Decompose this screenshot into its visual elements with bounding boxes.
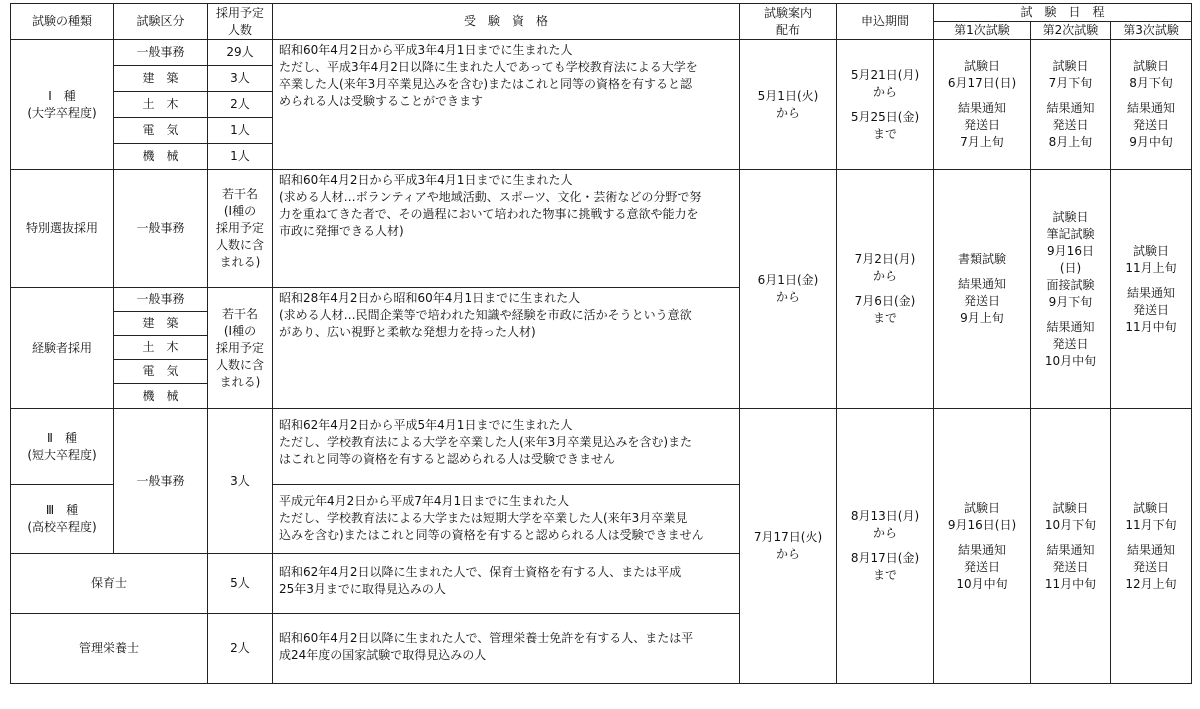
special-experienced-stage3: 試験日 11月上旬 結果通知 発送日 11月中旬 <box>1111 170 1192 409</box>
type1-division-4: 電 気 <box>114 118 208 144</box>
special-planned: 若干名 (Ⅰ種の 採用予定 人数に含 まれる) <box>208 170 273 288</box>
type1-application: 5月21日(月) から 5月25日(金) まで <box>837 40 934 170</box>
dietitian-qualification: 昭和60年4月2日以降に生まれた人で、管理栄養士免許を有する人、または平 成24年度の国家試験で取得見込みの人 <box>273 614 740 684</box>
type1-guide: 5月1日(火) から <box>740 40 837 170</box>
late-stage3: 試験日 11月下旬 結果通知 発送日 12月上旬 <box>1111 409 1192 684</box>
exam-schedule-table <box>10 3 1192 684</box>
experienced-kind: 経験者採用 <box>11 288 114 409</box>
experienced-qualification: 昭和28年4月2日から昭和60年4月1日までに生まれた人 (求める人材…民間企業等で培われた知識や経験を市政に活かそうという意欲 があり、広い視野と柔軟な発想力を持った人材) <box>273 288 740 409</box>
special-experienced-guide: 6月1日(金) から <box>740 170 837 409</box>
type1-kind: Ⅰ 種 (大学卒程度) <box>11 40 114 170</box>
late-stage2: 試験日 10月下旬 結果通知 発送日 11月中旬 <box>1031 409 1111 684</box>
type1-division-5: 機 械 <box>114 144 208 170</box>
type1-planned-2: 3人 <box>208 66 273 92</box>
type1-stage3: 試験日 8月下旬 結果通知 発送日 9月中旬 <box>1111 40 1192 170</box>
type23-division: 一般事務 <box>114 409 208 554</box>
late-stage1: 試験日 9月16日(日) 結果通知 発送日 10月中旬 <box>934 409 1031 684</box>
header-application: 申込期間 <box>837 4 934 40</box>
type1-planned-5: 1人 <box>208 144 273 170</box>
header-planned: 採用予定 人数 <box>208 4 273 40</box>
type1-stage2: 試験日 7月下旬 結果通知 発送日 8月上旬 <box>1031 40 1111 170</box>
type1-division-1: 一般事務 <box>114 40 208 66</box>
special-kind: 特別選抜採用 <box>11 170 114 288</box>
experienced-planned: 若干名 (Ⅰ種の 採用予定 人数に含 まれる) <box>208 288 273 409</box>
header-stage1: 第1次試験 <box>934 22 1031 40</box>
nursery-kind: 保育士 <box>11 554 208 614</box>
type1-planned-3: 2人 <box>208 92 273 118</box>
special-division: 一般事務 <box>114 170 208 288</box>
nursery-qualification: 昭和62年4月2日以降に生まれた人で、保育士資格を有する人、または平成 25年3月までに取得見込みの人 <box>273 554 740 614</box>
late-application: 8月13日(月) から 8月17日(金) まで <box>837 409 934 684</box>
header-guide: 試験案内 配布 <box>740 4 837 40</box>
type23-planned: 3人 <box>208 409 273 554</box>
nursery-planned: 5人 <box>208 554 273 614</box>
type2-qualification: 昭和62年4月2日から平成5年4月1日までに生まれた人 ただし、学校教育法による大学を卒業した人(来年3月卒業見込みを含む)また はこれと同等の資格を有すると認められる人は受験できません <box>273 409 740 485</box>
experienced-division-4: 電 気 <box>114 360 208 384</box>
type1-planned-1: 29人 <box>208 40 273 66</box>
dietitian-kind: 管理栄養士 <box>11 614 208 684</box>
experienced-division-5: 機 械 <box>114 384 208 409</box>
type1-stage1: 試験日 6月17日(日) 結果通知 発送日 7月上旬 <box>934 40 1031 170</box>
header-kind: 試験の種類 <box>11 4 114 40</box>
dietitian-planned: 2人 <box>208 614 273 684</box>
type3-qualification: 平成元年4月2日から平成7年4月1日までに生まれた人 ただし、学校教育法による大学または短期大学を卒業した人(来年3月卒業見 込みを含む)またはこれと同等の資格を有すると認められる人は受験できません <box>273 485 740 554</box>
header-qualification: 受 験 資 格 <box>273 4 740 40</box>
header-division: 試験区分 <box>114 4 208 40</box>
header-schedule: 試 験 日 程 <box>934 4 1192 22</box>
type1-division-3: 土 木 <box>114 92 208 118</box>
special-experienced-stage2: 試験日 筆記試験 9月16日 (日) 面接試験 9月下旬 結果通知 発送日 10月中旬 <box>1031 170 1111 409</box>
experienced-division-3: 土 木 <box>114 336 208 360</box>
late-guide: 7月17日(火) から <box>740 409 837 684</box>
type3-kind: Ⅲ 種 (高校卒程度) <box>11 485 114 554</box>
special-qualification: 昭和60年4月2日から平成3年4月1日までに生まれた人 (求める人材…ボランティアや地域活動、スポーツ、文化・芸術などの分野で努 力を重ねてきた者で、その過程において培われた物事に挑戦する意欲や能力を 市政に発揮できる人材) <box>273 170 740 288</box>
type1-division-2: 建 築 <box>114 66 208 92</box>
type1-qualification: 昭和60年4月2日から平成3年4月1日までに生まれた人 ただし、平成3年4月2日以降に生まれた人であっても学校教育法による大学を 卒業した人(来年3月卒業見込みを含む)またはこれと同等の資格を有すると認 められる人は受験することができます <box>273 40 740 170</box>
header-stage3: 第3次試験 <box>1111 22 1192 40</box>
type2-kind: Ⅱ 種 (短大卒程度) <box>11 409 114 485</box>
special-experienced-stage1: 書類試験 結果通知 発送日 9月上旬 <box>934 170 1031 409</box>
experienced-division-1: 一般事務 <box>114 288 208 312</box>
header-stage2: 第2次試験 <box>1031 22 1111 40</box>
type1-planned-4: 1人 <box>208 118 273 144</box>
experienced-division-2: 建 築 <box>114 312 208 336</box>
special-experienced-application: 7月2日(月) から 7月6日(金) まで <box>837 170 934 409</box>
